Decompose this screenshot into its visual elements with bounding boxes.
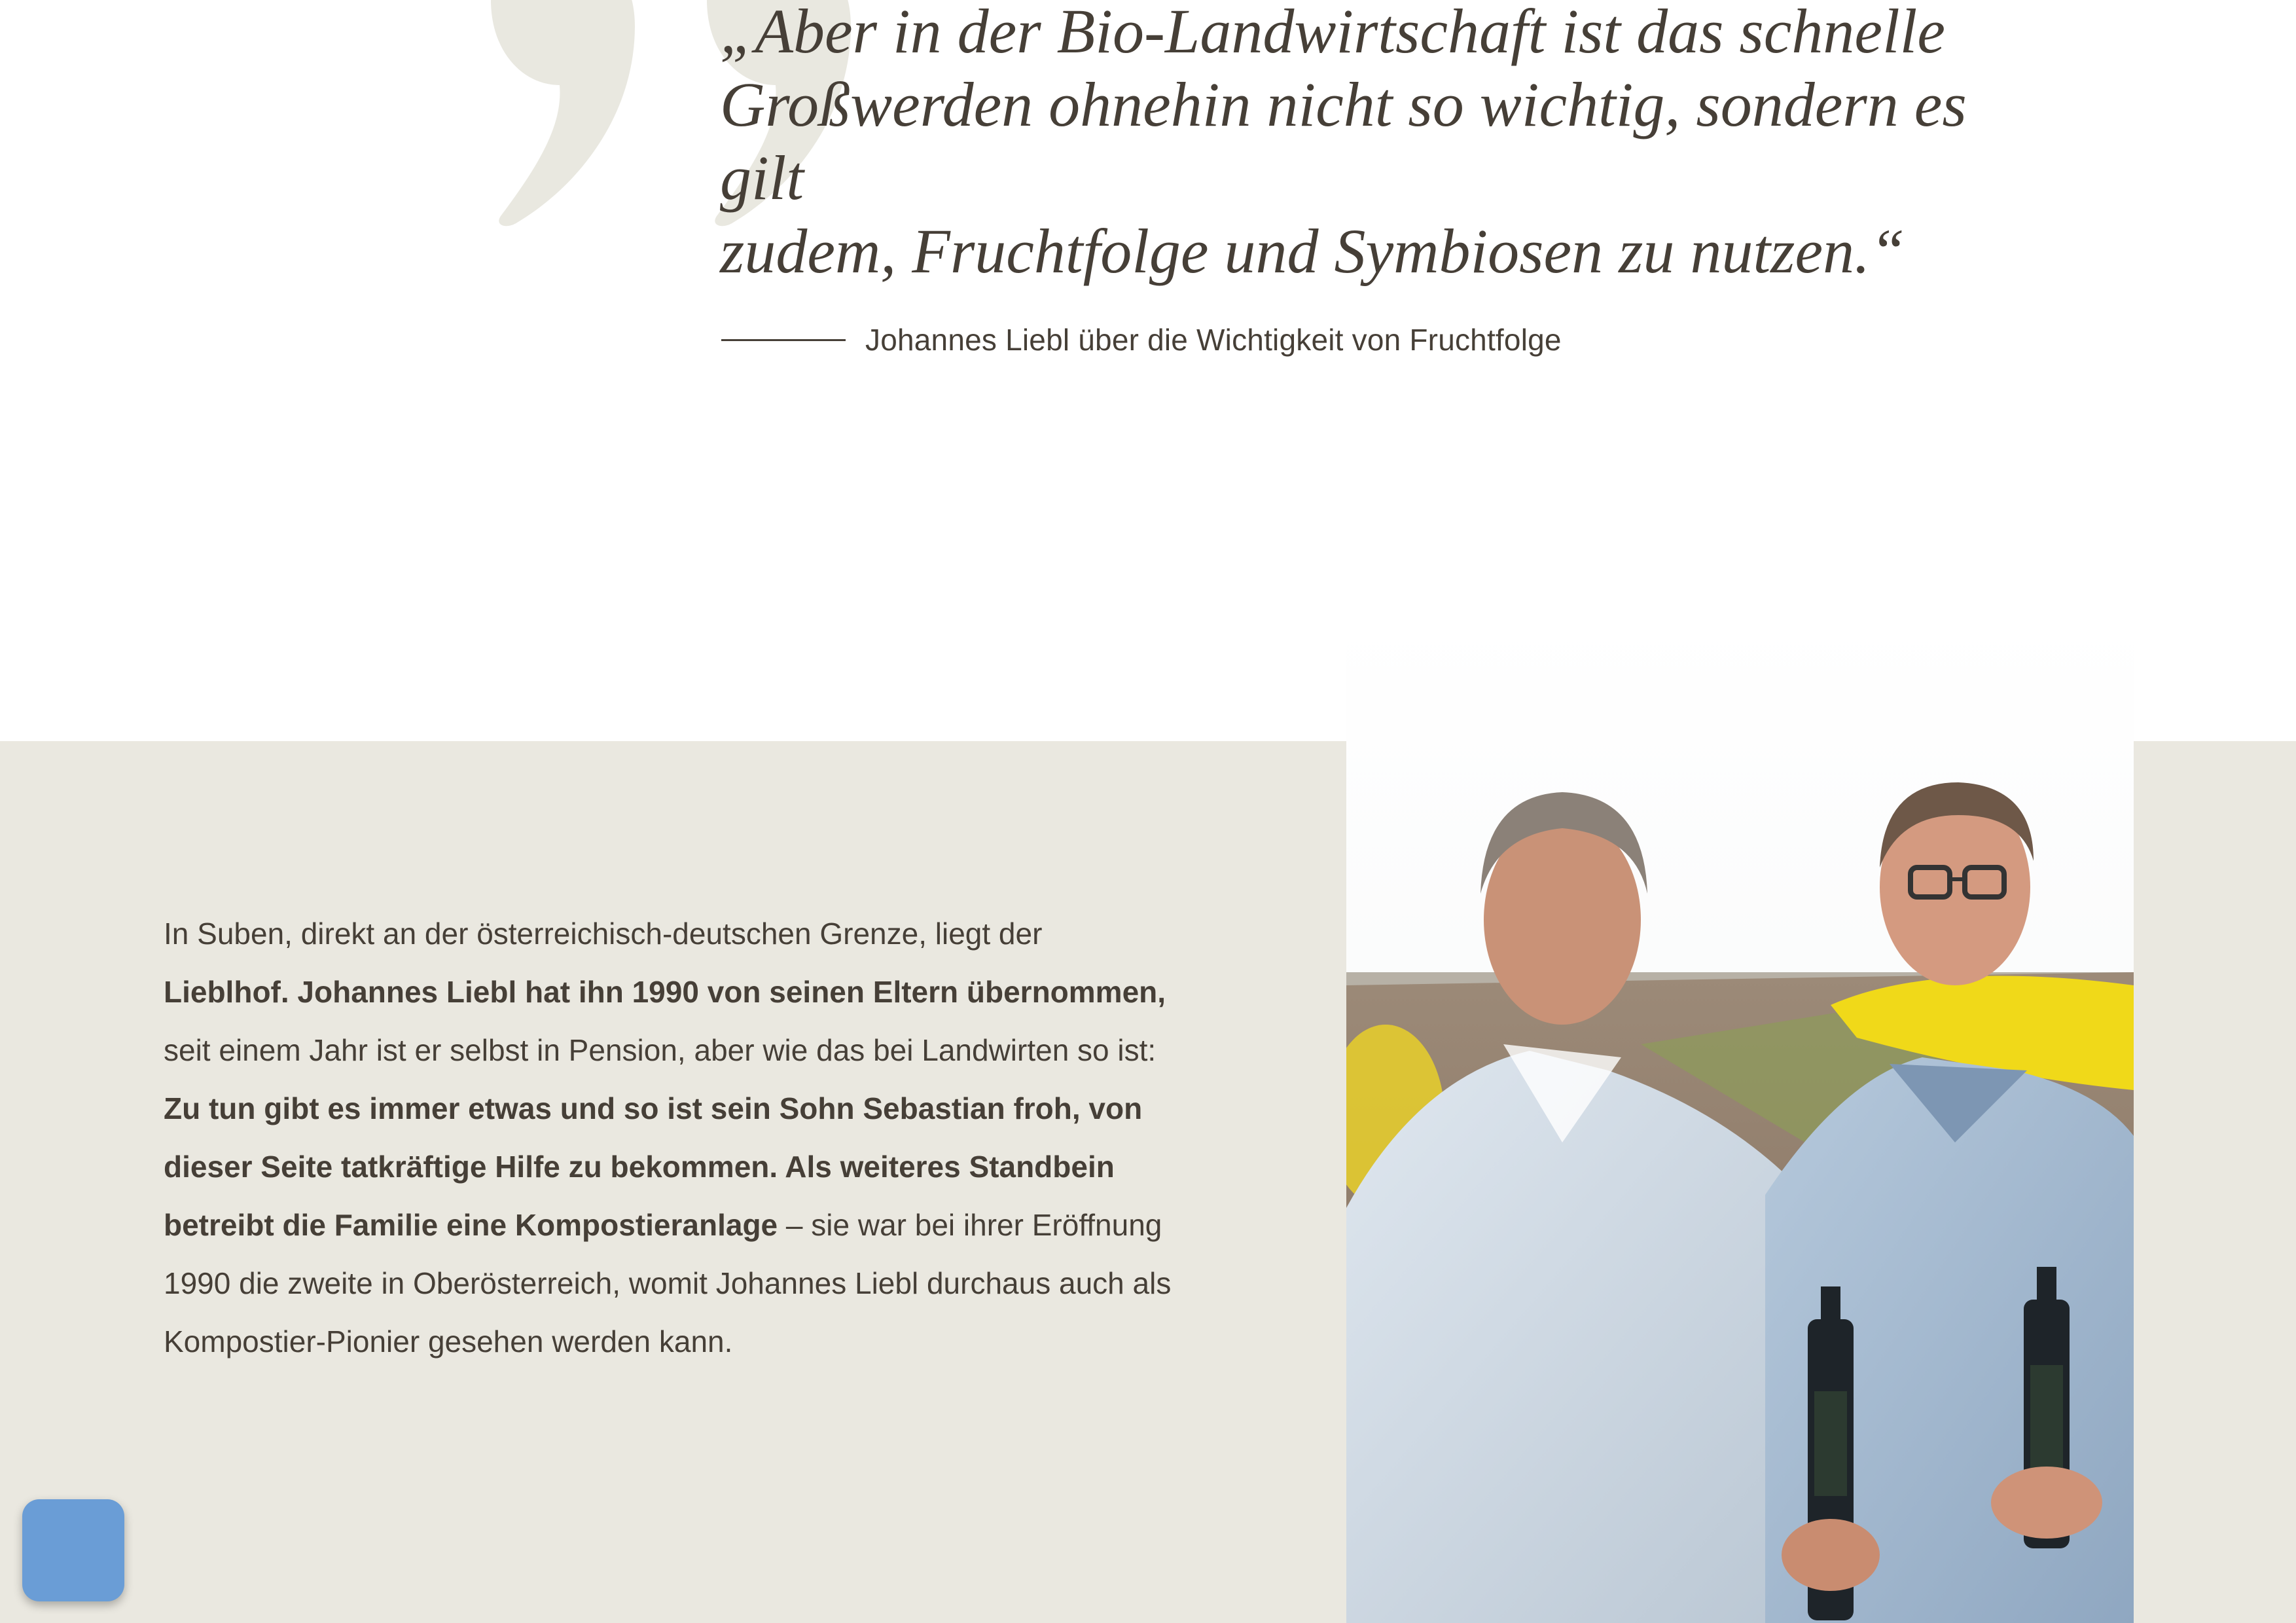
paragraph-segment: seit einem Jahr ist er selbst in Pension, aber wie das bei Landwirten so ist: [164,1033,1157,1067]
pull-quote-line: Großwerden ohnehin nicht so wichtig, sondern es gilt [720,69,1967,213]
attribution-text: Johannes Liebl über die Wichtigkeit von Fruchtfolge [865,323,1562,357]
paragraph-segment: – sie war bei ihrer Eröffnung 1990 die zweite in Oberösterreich, womit Johannes Liebl durchaus auch als Kompostier-Pionier gesehen werden kann. [164,1208,1172,1359]
article-paragraph [164,905,1172,1371]
pull-quote-line: „Aber in der Bio-Landwirtschaft ist das schnelle [720,0,1945,66]
pull-quote-line: zudem, Fruchtfolge und Symbiosen zu nutzen.“ [720,216,1905,286]
pull-quote [720,0,2029,288]
paragraph-segment-bold: Zu tun gibt es immer etwas und so ist sein Sohn Sebastian froh, von dieser Seite tatkräftige Hilfe zu bekommen. Als weiteres Standbein betreibt die Familie eine Kompostieranlage [164,1091,1143,1242]
quote-attribution [721,322,1562,357]
attribution-rule [721,339,846,341]
floating-action-button[interactable] [22,1499,124,1601]
farmers-photo-illustration [1346,619,2134,1623]
paragraph-segment-bold: Lieblhof. Johannes Liebl hat ihn 1990 von seinen Eltern übernommen, [164,975,1166,1009]
farmers-photo [1346,619,2134,1623]
paragraph-segment: In Suben, direkt an der österreichisch-deutschen Grenze, liegt der [164,917,1043,951]
